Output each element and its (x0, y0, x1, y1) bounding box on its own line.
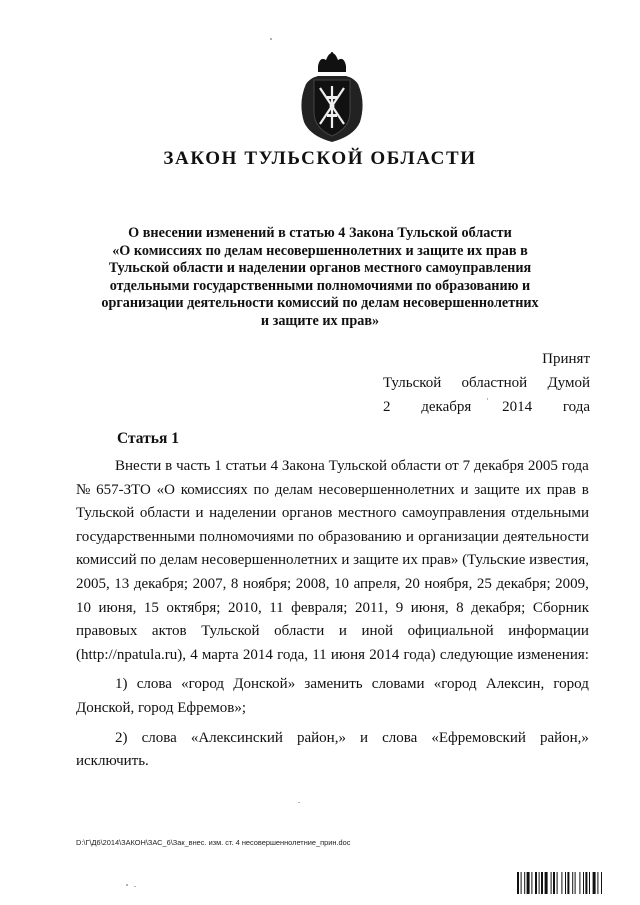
word: года) (403, 646, 436, 663)
word: полномочиями (199, 528, 294, 545)
law-title: ЗАКОН ТУЛЬСКОЙ ОБЛАСТИ (163, 148, 477, 169)
subtitle-line: Тульской области и наделении органов местного самоуправления (108, 260, 532, 277)
word: слова (382, 729, 418, 746)
word: наделении (209, 505, 277, 522)
word: Тульской (201, 623, 260, 640)
word: известия, (529, 552, 589, 569)
word: их (525, 481, 541, 498)
word: слова (141, 729, 177, 746)
item-line: исключить. (76, 753, 149, 770)
word: «город (433, 676, 477, 693)
barcode-bar (535, 872, 537, 894)
word: 2) (115, 729, 128, 746)
word: 1 (214, 458, 222, 474)
paragraph-line (76, 479, 589, 503)
subtitle-line: отдельными государственными полномочиями по образованию и (109, 277, 531, 294)
word: 25 (476, 575, 492, 592)
word: декабря; (471, 599, 526, 616)
word: 2005, (76, 575, 110, 592)
word: деятельности (503, 528, 589, 545)
word: актов (151, 623, 187, 640)
word: информации (508, 623, 589, 640)
paragraph-line (76, 549, 589, 573)
scan-speck (126, 884, 128, 886)
word: защите (474, 481, 520, 498)
paragraph-line (76, 573, 589, 597)
barcode-bar (593, 872, 596, 894)
word: Тульской (76, 505, 135, 522)
word: государственными (76, 528, 195, 545)
word: слова (136, 676, 172, 693)
word: и (195, 505, 204, 522)
barcode-bar (585, 872, 587, 894)
adopted-word: Тульской (383, 375, 442, 391)
word: 2011, (354, 599, 389, 616)
barcode-bar (579, 872, 580, 894)
adopted-word: Думой (547, 375, 590, 391)
word: (Тульские (462, 552, 526, 569)
word: области (139, 505, 190, 522)
law-subtitle (100, 225, 540, 331)
word: Внести (115, 458, 162, 474)
word: и (360, 729, 369, 746)
word: и (338, 623, 347, 640)
item-line (76, 727, 589, 751)
word: Тульской (328, 458, 387, 474)
word: 657-ЗТО (96, 481, 151, 498)
word: делам (159, 552, 198, 569)
word: в (581, 481, 589, 498)
word: 2014 (369, 646, 400, 663)
barcode-bar (521, 872, 522, 894)
paragraph-line (76, 644, 589, 668)
adoption-block (383, 347, 590, 419)
word: 8 (230, 575, 239, 592)
word: их (402, 552, 418, 569)
barcode-bar (589, 872, 590, 894)
word: делам (274, 481, 313, 498)
word: заменить (304, 676, 363, 693)
word: 2005 (527, 458, 558, 474)
item-line (76, 673, 589, 697)
word: июня, (98, 599, 137, 616)
word: в (165, 458, 173, 474)
word: иной (361, 623, 394, 640)
barcode-bar (597, 872, 598, 894)
paragraph-line (76, 620, 589, 644)
word: ноября; (242, 575, 292, 592)
barcode-bar (567, 872, 569, 894)
word: 8 (456, 599, 464, 616)
barcode-bar (539, 872, 540, 894)
word: и (341, 552, 350, 569)
barcode-bar (575, 872, 576, 894)
paragraph-line (76, 526, 589, 550)
word: марта (201, 646, 239, 663)
word: 15 (143, 599, 159, 616)
scan-speck (298, 802, 300, 803)
word: самоуправления (401, 505, 506, 522)
word: от (444, 458, 459, 474)
word: правовых (76, 623, 138, 640)
word: года (561, 458, 589, 474)
word: прав» (421, 552, 459, 569)
adopted-year-word: года (562, 399, 590, 415)
word: «Ефремовский (431, 729, 526, 746)
word: по (253, 481, 270, 498)
item-line: Донской, город Ефремов»; (76, 699, 246, 716)
word: года, (277, 646, 308, 663)
subtitle-line: организации деятельности комиссий по делам несовершеннолетних (101, 295, 539, 312)
word: образованию (318, 528, 402, 545)
barcode-bar (551, 872, 552, 894)
barcode-bar (527, 872, 530, 894)
word: июня (330, 646, 366, 663)
adopted-label: Принят (542, 351, 590, 367)
word: области (390, 458, 441, 474)
barcode-bar (517, 872, 519, 894)
paragraph-line (76, 597, 589, 621)
word: декабря; (133, 575, 189, 592)
word: области (274, 623, 325, 640)
word: 13 (114, 575, 130, 592)
scan-speck (270, 38, 272, 40)
word: защите (353, 552, 399, 569)
barcode-bar (583, 872, 584, 894)
word: 4 (190, 646, 198, 663)
word: 2009, (555, 575, 589, 592)
word: 1) (115, 676, 128, 693)
article-heading: Статья 1 (117, 430, 179, 447)
paragraph-line (76, 502, 589, 526)
word: «город (181, 676, 225, 693)
word: 7 (462, 458, 471, 474)
word: Сборник (532, 599, 589, 616)
word: 10 (76, 599, 91, 616)
word: органов (281, 505, 333, 522)
word: Донской» (233, 676, 296, 693)
tula-oblast-coat-of-arms-icon (296, 52, 368, 144)
word: город (553, 676, 589, 693)
word: следующие (439, 646, 514, 663)
word: «Алексинский (190, 729, 283, 746)
adopted-day: 2 (383, 399, 391, 415)
word: отдельными (511, 505, 589, 522)
scan-speck (134, 886, 136, 887)
word: статьи (225, 458, 267, 474)
word: прав (546, 481, 577, 498)
word: часть (176, 458, 211, 474)
barcode-bar (561, 872, 562, 894)
word: 9 (395, 599, 404, 616)
barcode-bar (601, 872, 602, 894)
barcode-bar (545, 872, 548, 894)
word: комиссий (76, 552, 137, 569)
barcode-bar (572, 872, 573, 894)
word: комиссиях (180, 481, 248, 498)
word: (http://npatula.ru), (76, 646, 186, 663)
word: № (76, 481, 91, 498)
word: «О (156, 481, 175, 498)
word: 20 (404, 575, 420, 592)
word: 11 (312, 646, 327, 663)
word: 10 (334, 575, 350, 592)
adopted-month: декабря (421, 399, 472, 415)
word: и (405, 528, 414, 545)
word: Алексин, (485, 676, 545, 693)
subtitle-line: О внесении изменений в статью 4 Закона Тульской области (128, 225, 512, 241)
word: 4 (270, 458, 279, 474)
word: 11 (269, 599, 284, 616)
word: июня, (410, 599, 449, 616)
word: ноября, (424, 575, 473, 592)
article-body (76, 455, 589, 774)
word: 2014 (242, 646, 273, 663)
word: Закона (281, 458, 325, 474)
scan-speck (487, 398, 488, 400)
word: февраля; (291, 599, 348, 616)
word: апреля, (353, 575, 401, 592)
adopted-year: 2014 (502, 399, 533, 415)
barcode-bar (531, 872, 532, 894)
word: декабря (473, 458, 524, 474)
paragraph-line (76, 455, 589, 479)
word: официальной (407, 623, 494, 640)
file-path-footer: D:\Г\Д6\2014\ЗАКОН\ЗАС_6\Зак_внес. изм. ст. 4 несовершеннолетние_прин.doc (76, 838, 351, 847)
subtitle-line: и защите их прав» (260, 312, 380, 329)
barcode-bar (557, 872, 558, 894)
word: несовершеннолетних (201, 552, 338, 569)
word: местного (337, 505, 397, 522)
subtitle-line: «О комиссиях по делам несовершеннолетних и защите их прав в (112, 242, 528, 259)
adopted-word: областной (461, 375, 528, 391)
word: по (298, 528, 314, 545)
word: 2007, (192, 575, 227, 592)
word: район,» (296, 729, 346, 746)
word: организации (418, 528, 499, 545)
barcode-icon (517, 872, 629, 894)
word: 2010, (227, 599, 262, 616)
word: по (140, 552, 156, 569)
barcode-bar (524, 872, 525, 894)
barcode-bar (553, 872, 555, 894)
word: несовершеннолетних (318, 481, 455, 498)
word: и (460, 481, 469, 498)
barcode-bar (541, 872, 543, 894)
word: октября; (166, 599, 221, 616)
word: изменения: (517, 646, 589, 663)
barcode-bar (565, 872, 566, 894)
word: словами (371, 676, 425, 693)
word: район,» (539, 729, 589, 746)
word: 2008, (295, 575, 330, 592)
word: декабря; (496, 575, 551, 592)
